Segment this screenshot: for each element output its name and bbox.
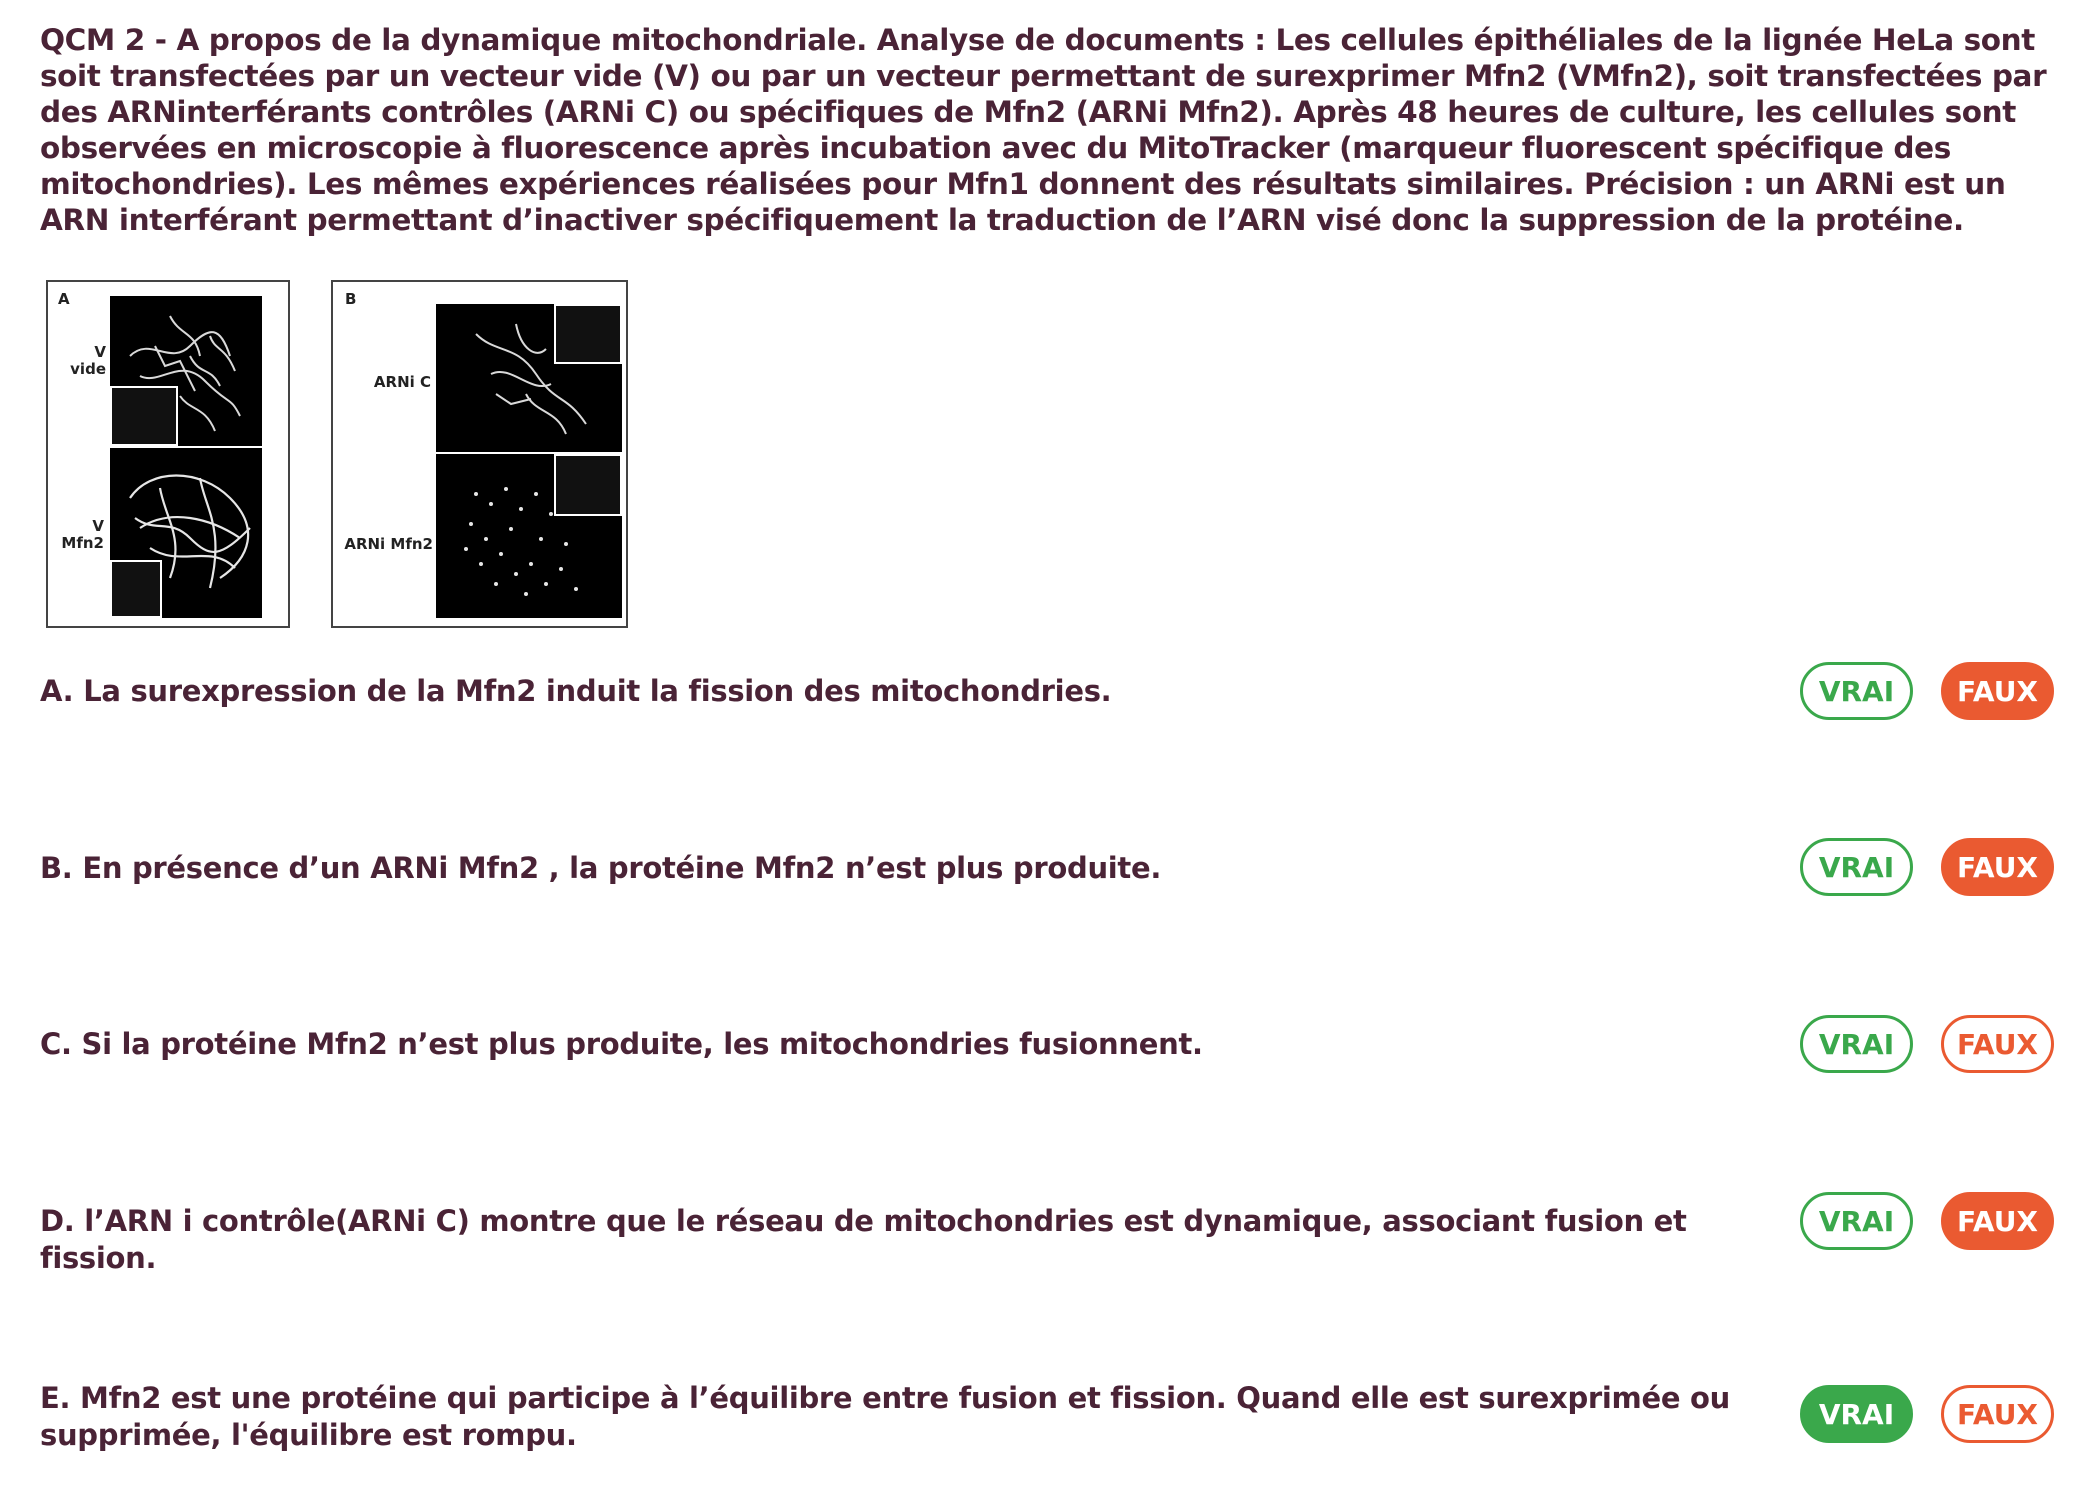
inset-arni-mfn2 — [554, 454, 622, 516]
question-a-text: A. La surexpression de la Mfn2 induit la fission des mitochondries. — [40, 674, 1112, 708]
question-d-text: D. l’ARN i contrôle(ARNi C) montre que le réseau de mitochondries est dynamique, associant fusion et fission. — [40, 1204, 1687, 1275]
panel-a-letter: A — [58, 290, 70, 308]
micrograph-arni-c — [436, 304, 622, 452]
question-e-faux-button[interactable]: FAUX — [1941, 1385, 2054, 1443]
question-c-text: C. Si la protéine Mfn2 n’est plus produite, les mitochondries fusionnent. — [40, 1027, 1203, 1061]
question-b-text: B. En présence d’un ARNi Mfn2 , la protéine Mfn2 n’est plus produite. — [40, 851, 1162, 885]
question-a-faux-button[interactable]: FAUX — [1941, 662, 2054, 720]
label-v-vide: V vide — [70, 343, 106, 378]
question-a-vrai-button[interactable]: VRAI — [1800, 662, 1913, 720]
inset-arni-c — [554, 304, 622, 364]
micrograph-v-mfn2 — [110, 448, 262, 618]
question-e-vrai-button[interactable]: VRAI — [1800, 1385, 1913, 1443]
question-c-faux-button[interactable]: FAUX — [1941, 1015, 2054, 1073]
question-intro: QCM 2 - A propos de la dynamique mitochondriale. Analyse de documents : Les cellules épithéliales de la lignée HeLa sont soit transfectées par un vecteur vide (V) ou par un vecteur permettant de surexprimer Mfn2 (VMfn2), soit transfectées par des ARNinterférants contrôles (ARNi C) ou spécifiques de Mfn2 (ARNi Mfn2). Après 48 heures de culture, les cellules sont observées en microscopie à fluorescence après incubation avec du MitoTracker (marqueur fluorescent spécifique des mitochondries). Les mêmes expériences réalisées pour Mfn1 donnent des résultats similaires. Précision : un ARNi est un ARN interférant permettant d’inactiver spécifiquement la traduction de l’ARN visé donc la suppression de la protéine. — [40, 23, 2047, 237]
label-arni-mfn2: ARNi Mfn2 — [344, 535, 433, 553]
panel-b-letter: B — [345, 290, 357, 308]
label-v-mfn2: V Mfn2 — [61, 517, 104, 552]
micrograph-arni-mfn2 — [436, 454, 622, 618]
figure-panel-a — [46, 280, 290, 628]
question-d-vrai-button[interactable]: VRAI — [1800, 1192, 1913, 1250]
question-b-faux-button[interactable]: FAUX — [1941, 838, 2054, 896]
question-e-text: E. Mfn2 est une protéine qui participe à l’équilibre entre fusion et fission. Quand elle est surexprimée ou supprimée, l'équilibre est rompu. — [40, 1381, 1730, 1452]
inset-v-mfn2 — [110, 560, 162, 618]
micrograph-v-vide — [110, 296, 262, 446]
question-c-vrai-button[interactable]: VRAI — [1800, 1015, 1913, 1073]
inset-v-vide — [110, 386, 178, 446]
question-d-faux-button[interactable]: FAUX — [1941, 1192, 2054, 1250]
question-b-vrai-button[interactable]: VRAI — [1800, 838, 1913, 896]
label-arni-c: ARNi C — [373, 373, 431, 391]
figure-panel-b — [331, 280, 628, 628]
